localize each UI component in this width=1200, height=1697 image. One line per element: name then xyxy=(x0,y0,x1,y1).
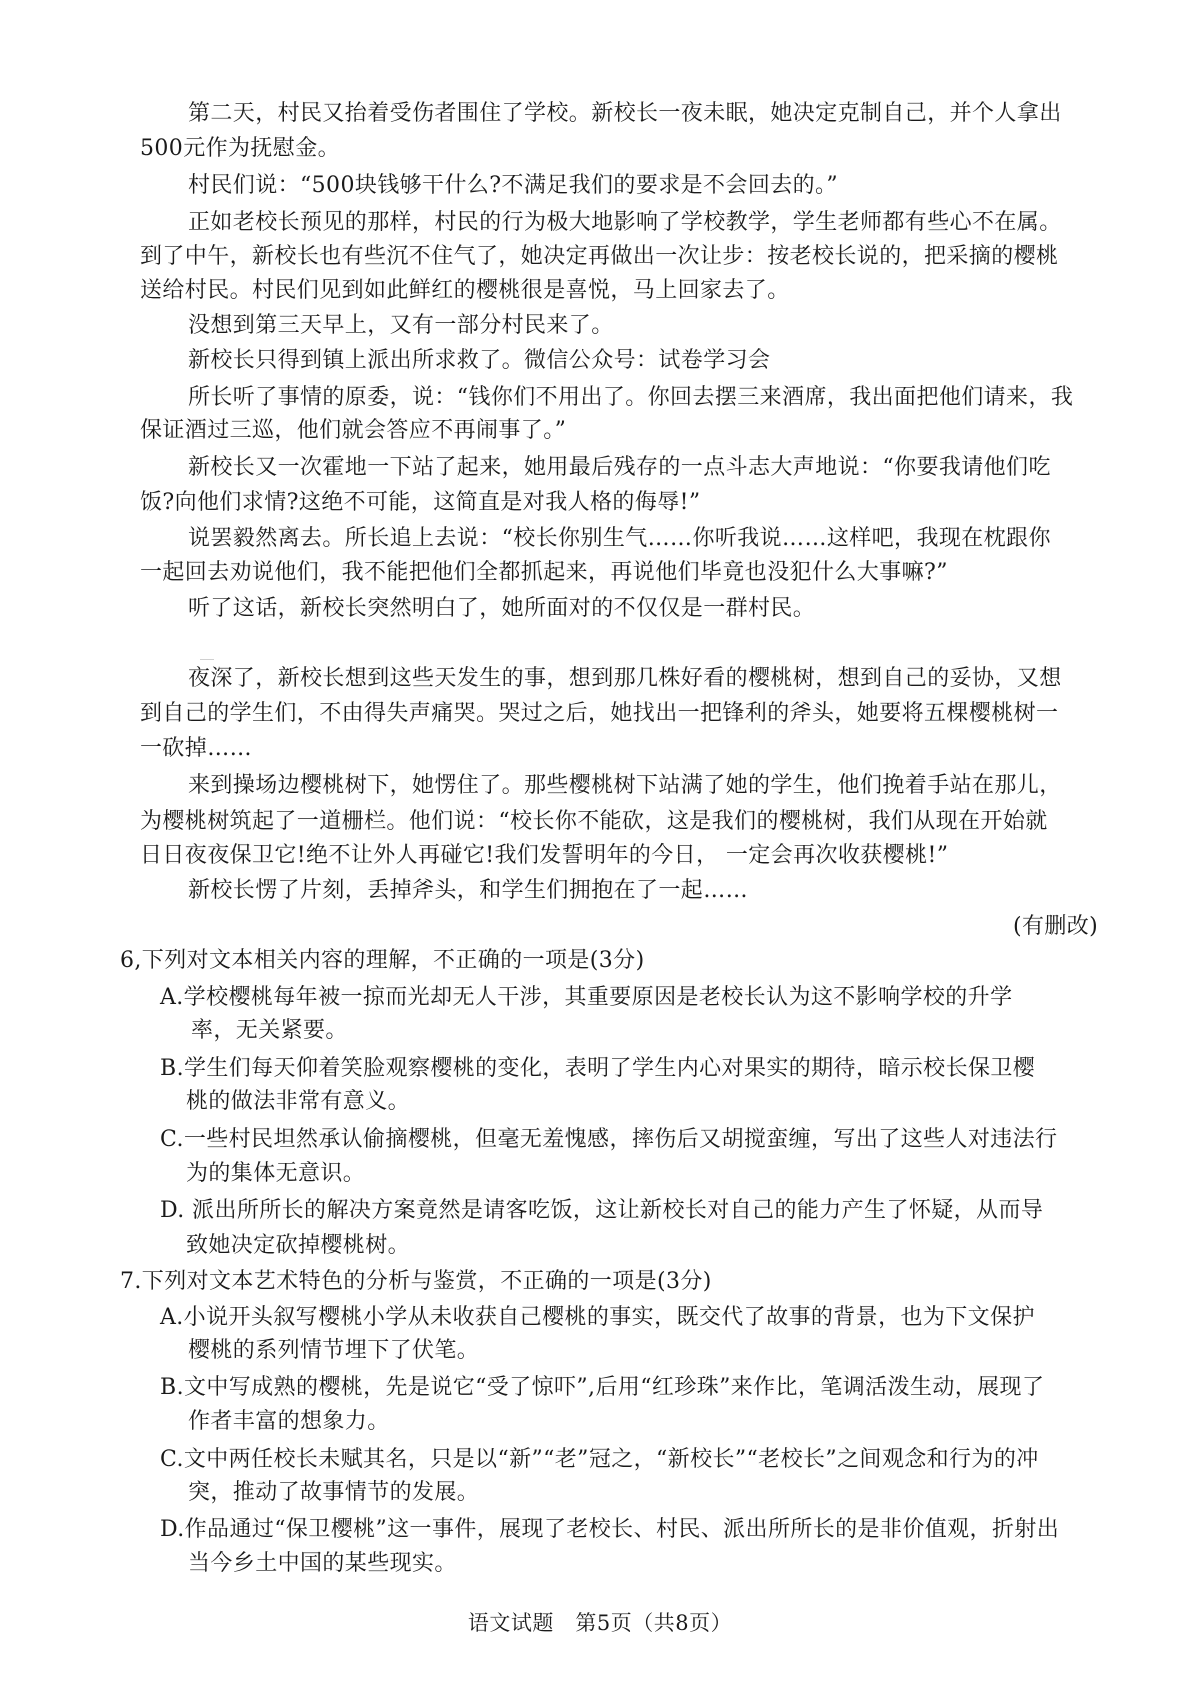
text-line: 没想到第三天早上，又有一部分村民来了。 xyxy=(188,313,614,338)
text-line: 樱桃的系列情节埋下了伏笔。 xyxy=(188,1338,480,1363)
text-line: 为的集体无意识。 xyxy=(186,1161,366,1186)
text-line: C.文中两任校长未赋其名，只是以“新”“老”冠之，“新校长”“老校长”之间观念和行为的冲 xyxy=(160,1447,1039,1472)
text-line: 所长听了事情的原委，说：“钱你们不用出了。你回去摆三来酒席，我出面把他们请来，我 xyxy=(188,385,1074,410)
text-line: 新校长又一次霍地一下站了起来，她用最后残存的一点斗志大声地说：“你要我请他们吃 xyxy=(188,455,1051,480)
text-line: D.作品通过“保卫樱桃”这一事件，展现了老校长、村民、派出所所长的是非价值观，折射出 xyxy=(160,1517,1060,1542)
text-line: 突，推动了故事情节的发展。 xyxy=(188,1480,480,1505)
text-line: 说罢毅然离去。所长追上去说：“校长你别生气……你听我说……这样吧，我现在枕跟你 xyxy=(188,526,1051,551)
text-line: C.一些村民坦然承认偷摘樱桃，但毫无羞愧感，摔伤后又胡搅蛮缠，写出了这些人对违法行 xyxy=(160,1127,1058,1152)
text-line: 为樱桃树筑起了一道栅栏。他们说：“校长你不能砍，这是我们的樱桃树，我们从现在开始就 xyxy=(140,809,1048,834)
text-line: 保证酒过三巡，他们就会答应不再闹事了。” xyxy=(140,418,567,443)
text-line: (有删改) xyxy=(1013,914,1099,939)
text-line: 日日夜夜保卫它!绝不让外人再碰它!我们发誓明年的今日， 一定会再次收获樱桃!” xyxy=(140,843,949,868)
text-line: 当今乡土中国的某些现实。 xyxy=(188,1551,457,1576)
text-line: 夜深了，新校长想到这些天发生的事，想到那几株好看的樱桃树，想到自己的妥协，又想 xyxy=(188,666,1062,691)
text-line: 500元作为抚慰金。 xyxy=(140,136,340,161)
text-line: 桃的做法非常有意义。 xyxy=(186,1089,411,1114)
text-line: 6,下列对文本相关内容的理解，不正确的一项是(3分) xyxy=(120,948,645,973)
text-line: 第二天，村民又抬着受伤者围住了学校。新校长一夜未眠，她决定克制自己，并个人拿出 xyxy=(188,101,1062,126)
text-line: D. 派出所所长的解决方案竟然是请客吃饭，这让新校长对自己的能力产生了怀疑，从而导 xyxy=(160,1198,1044,1223)
text-line: 听了这话，新校长突然明白了，她所面对的不仅仅是一群村民。 xyxy=(188,596,816,621)
text-line: 作者丰富的想象力。 xyxy=(188,1409,390,1434)
text-line: 到了中午，新校长也有些沉不住气了，她决定再做出一次让步：按老校长说的，把采摘的樱桃 xyxy=(140,244,1059,269)
text-line: 新校长只得到镇上派出所求救了。微信公众号：试卷学习会 xyxy=(188,348,771,373)
text-line: A.学校樱桃每年被一掠而光却无人干涉，其重要原因是老校长认为这不影响学校的升学 xyxy=(160,985,1013,1010)
text-line: 来到操场边樱桃树下，她愣住了。那些樱桃树下站满了她的学生，他们挽着手站在那儿， xyxy=(188,773,1062,798)
text-line: B.文中写成熟的樱桃，先是说它“受了惊吓”,后用“红珍珠”来作比，笔调活泼生动，展现了 xyxy=(160,1375,1045,1400)
faint-mark xyxy=(200,659,214,660)
text-line: B.学生们每天仰着笑脸观察樱桃的变化，表明了学生内心对果实的期待，暗示校长保卫樱 xyxy=(160,1056,1036,1081)
text-line: 致她决定砍掉樱桃树。 xyxy=(186,1233,411,1258)
text-line: 村民们说：“500块钱够干什么?不满足我们的要求是不会回去的。” xyxy=(188,173,839,198)
page-footer: 语文试题 第5页（共8页） xyxy=(467,1611,733,1635)
text-line: 一起回去劝说他们，我不能把他们全都抓起来，再说他们毕竟也没犯什么大事嘛?” xyxy=(140,560,948,585)
text-line: 送给村民。村民们见到如此鲜红的樱桃很是喜悦，马上回家去了。 xyxy=(140,278,790,303)
text-line: 率，无关紧要。 xyxy=(191,1018,348,1043)
text-line: 一砍掉…… xyxy=(140,736,253,761)
text-line: A.小说开头叙写樱桃小学从未收获自己樱桃的事实，既交代了故事的背景，也为下文保护 xyxy=(160,1305,1035,1330)
text-line: 新校长愣了片刻，丢掉斧头，和学生们拥抱在了一起…… xyxy=(188,878,749,903)
text-line: 到自己的学生们，不由得失声痛哭。哭过之后，她找出一把锋利的斧头，她要将五棵樱桃树一 xyxy=(140,701,1059,726)
text-line: 正如老校长预见的那样，村民的行为极大地影响了学校教学，学生老师都有些心不在属。 xyxy=(188,210,1062,235)
text-line: 7.下列对文本艺术特色的分析与鉴赏，不正确的一项是(3分) xyxy=(120,1269,712,1294)
text-line: 饭?向他们求情?这绝不可能，这简直是对我人格的侮辱!” xyxy=(140,490,701,515)
